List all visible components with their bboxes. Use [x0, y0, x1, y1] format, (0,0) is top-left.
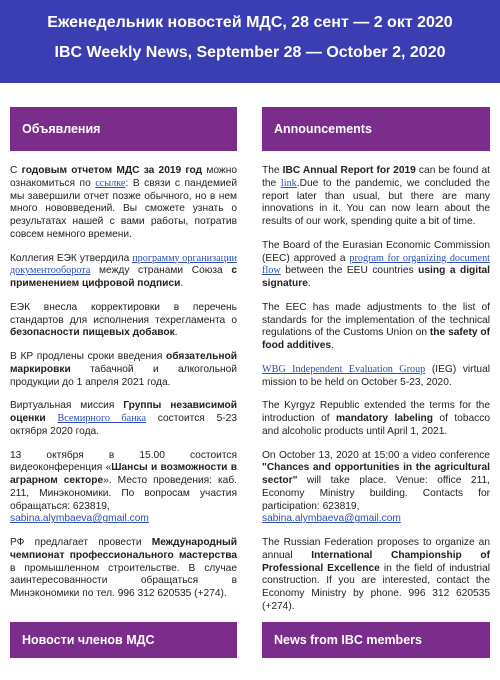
- section-banner-announcements-ru: [10, 107, 237, 151]
- members-news-banner-en: [262, 622, 490, 658]
- announcement-annual-report: С годовым отчетом МДС за 2019 год можно ознакомиться по ссылке: В связи с пандемией мы завершили отчет позже обычного, но в нем много нововведений. Вы сможете узнать о результатах нашей с вами работы, потратив совсем немного времени.: [10, 165, 238, 240]
- world-bank-link[interactable]: Всемирного банка: [57, 413, 146, 424]
- announcements-list-en: [262, 165, 490, 614]
- announcement-championship: РФ предлагает провести Международный чемпионат профессионального мастерства в промышленном строительстве. В случае заинтересованности обращаться в Минэкономики по тел. 996 312 620535 (+274).: [10, 537, 237, 599]
- announcements-list-ru: [10, 165, 237, 601]
- announcement-championship: The Russian Federation proposes to organize an annual International Championship of Professional Excellence in the field of industrial construction. If you are interested, contact the Economy Ministry by phone. 996 312 620535 (+274).: [262, 537, 490, 612]
- announcement-labeling: The Kyrgyz Republic extended the terms for the introduction of mandatory labeling of tobacco and alcoholic products until April 1, 2021.: [262, 400, 491, 437]
- announcement-food-additives: The EEC has made adjustments to the list of standards for the implementation of the technical regulations of the Customs Union on the safety of food additives.: [262, 301, 491, 351]
- section-title: Announcements: [274, 122, 372, 136]
- header-title-ru: Еженедельник новостей МДС, 28 сент — 2 окт 2020: [47, 14, 453, 31]
- header-title-en: IBC Weekly News, September 28 — October 2, 2020: [54, 44, 446, 61]
- wbg-ieg-link[interactable]: WBG Independent Evaluation Group: [262, 363, 426, 375]
- section-title: Объявления: [22, 122, 101, 136]
- announcement-food-additives: ЕЭК внесла корректировки в перечень стандартов для исполнения техрегламента о безопасности пищевых добавок.: [10, 301, 237, 339]
- right-column: [262, 107, 490, 625]
- announcement-annual-report: The IBC Annual Report for 2019 can be found at the link.Due to the pandemic, we concluded the report later than usual, but there are many innovations in it. You can now learn about the results of our work, spending quite a bit of time.: [262, 165, 490, 227]
- announcement-labeling: В КР продлены сроки введения обязательной маркировки табачной и алкогольной продукции до 1 апреля 2021 года.: [10, 351, 237, 388]
- members-news-banner-ru: [10, 622, 237, 658]
- section-title: News from IBC members: [274, 633, 422, 647]
- section-banner-announcements-en: [262, 107, 490, 151]
- announcement-video-conference: On October 13, 2020 at 15:00 a video conference "Chances and opportunities in the agricultural sector" will take place. Venue: office 211, Economy Ministry building. Contacts for participation: 623819, sabina.alymbaeva@gmail.com: [262, 449, 490, 525]
- document-flow-link[interactable]: program for organizing document flow: [262, 252, 490, 277]
- document-flow-link[interactable]: программу организации документооборота: [10, 252, 237, 277]
- announcement-world-bank-mission: Виртуальная миссия Группы независимой оценки Всемирного банка состоится 5-23 октября 2020 года.: [10, 400, 237, 437]
- announcement-document-flow: The Board of the Eurasian Economic Commission (EEC) approved a program for organizing document flow between the EEU countries using a digital signature.: [262, 239, 490, 289]
- announcement-wbg-mission: WBG Independent Evaluation Group (IEG) virtual mission to be held on October 5-23, 2020.: [262, 363, 490, 388]
- annual-report-link[interactable]: ссылке: [95, 177, 126, 189]
- contact-email-link[interactable]: sabina.alymbaeva@gmail.com: [10, 513, 149, 525]
- annual-report-link[interactable]: link: [280, 177, 297, 189]
- contact-email-link[interactable]: sabina.alymbaeva@gmail.com: [262, 513, 401, 525]
- section-title: Новости членов МДС: [22, 633, 155, 647]
- announcement-document-flow: Коллегия ЕЭК утвердила программу организации документооборота между странами Союза с применением цифровой подписи.: [10, 252, 237, 289]
- left-column: [10, 107, 237, 612]
- announcement-video-conference: 13 октября в 15.00 состоится видеоконференция «Шансы и возможности в аграрном секторе». Место проведения: каб. 211, Минэкономики. По вопросам участия обращаться: 623819, sabina.alymbaeva@gmail.com: [10, 449, 237, 525]
- newsletter-header: [0, 0, 500, 83]
